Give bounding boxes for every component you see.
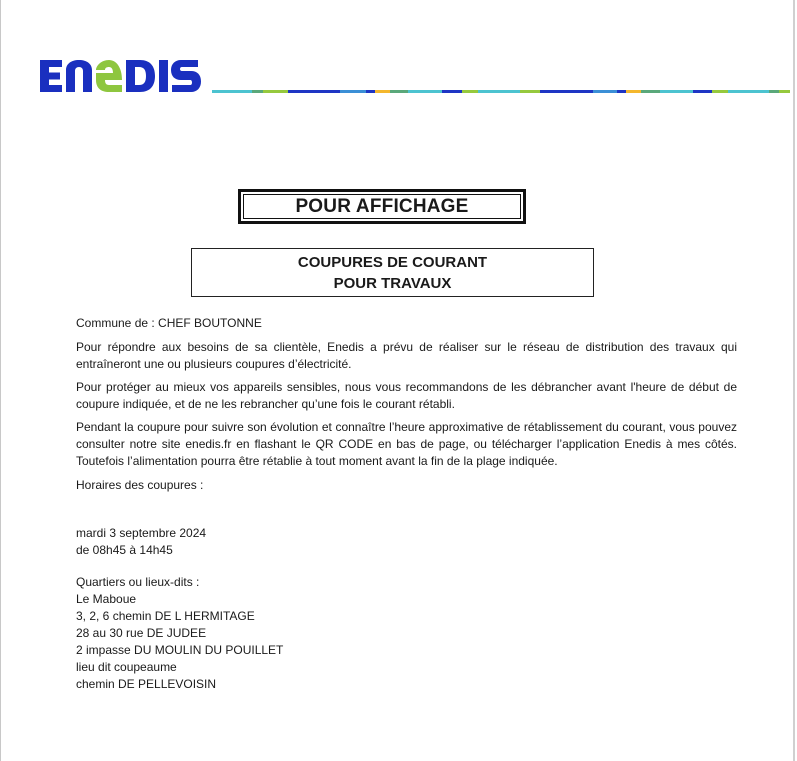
rule-segment bbox=[478, 90, 520, 93]
rule-segment bbox=[540, 90, 593, 93]
commune-line: Commune de : CHEF BOUTONNE bbox=[76, 316, 262, 330]
rule-segment bbox=[617, 90, 626, 93]
rule-segment bbox=[340, 90, 365, 93]
schedule-block bbox=[76, 525, 737, 559]
rule-segment bbox=[263, 90, 288, 93]
page-edge bbox=[793, 0, 795, 761]
rule-segment bbox=[442, 90, 461, 93]
enedis-logo bbox=[38, 56, 208, 96]
rule-segment bbox=[769, 90, 779, 93]
location-item: Le Maboue bbox=[76, 592, 137, 606]
rule-segment bbox=[693, 90, 712, 93]
page-edge bbox=[0, 0, 1, 761]
pour-affichage-title: POUR AFFICHAGE bbox=[295, 195, 469, 217]
rule-segment bbox=[728, 90, 768, 93]
rule-segment bbox=[408, 90, 442, 93]
pour-affichage-box bbox=[238, 189, 526, 224]
outage-date: mardi 3 septembre 2024 bbox=[76, 526, 207, 540]
decorative-color-rule bbox=[212, 90, 790, 93]
locations-heading: Quartiers ou lieux-dits : bbox=[76, 575, 200, 589]
paragraph-suivi: Pendant la coupure pour suivre son évolution et connaître l’heure approximative de rétablissement du courant, vous pouvez consulter notre site enedis.fr en flashant le QR CODE en bas de page, ou télécharger l’application Enedis à mes côtés. Toutefois l’alimentation pourra être rétablie à tout moment avant la fin de la plage indiquée. bbox=[76, 420, 737, 468]
rule-segment bbox=[712, 90, 728, 93]
rule-segment bbox=[252, 90, 262, 93]
rule-segment bbox=[660, 90, 693, 93]
rule-segment bbox=[288, 90, 341, 93]
location-item: lieu dit coupeaume bbox=[76, 660, 177, 674]
rule-segment bbox=[375, 90, 390, 93]
paragraph-protection: Pour protéger au mieux vos appareils sensibles, nous vous recommandons de les débrancher avant l'heure de début de coupure indiquée, et de ne les rebrancher qu’une fois le courant rétabli. bbox=[76, 380, 737, 411]
location-item: 3, 2, 6 chemin DE L HERMITAGE bbox=[76, 609, 255, 623]
coupures-title-line1: COUPURES DE COURANT bbox=[297, 254, 488, 271]
location-item: 28 au 30 rue DE JUDEE bbox=[76, 626, 207, 640]
rule-segment bbox=[626, 90, 641, 93]
rule-segment bbox=[212, 90, 252, 93]
location-item: chemin DE PELLEVOISIN bbox=[76, 677, 217, 691]
rule-segment bbox=[520, 90, 540, 93]
rule-segment bbox=[593, 90, 617, 93]
schedule-heading: Horaires des coupures : bbox=[76, 478, 204, 492]
paragraph-besoins: Pour répondre aux besoins de sa clientèle, Enedis a prévu de réaliser sur le réseau de distribution des travaux qui entraîneront une ou plusieurs coupures d’électricité. bbox=[76, 340, 737, 371]
rule-segment bbox=[462, 90, 478, 93]
outage-time-range: de 08h45 à 14h45 bbox=[76, 543, 173, 557]
rule-segment bbox=[779, 90, 790, 93]
coupures-title-box bbox=[191, 248, 594, 297]
coupures-title-line2: POUR TRAVAUX bbox=[333, 275, 452, 292]
locations-block bbox=[76, 574, 737, 693]
rule-segment bbox=[390, 90, 408, 93]
rule-segment bbox=[366, 90, 375, 93]
rule-segment bbox=[641, 90, 659, 93]
location-item: 2 impasse DU MOULIN DU POUILLET bbox=[76, 643, 284, 657]
